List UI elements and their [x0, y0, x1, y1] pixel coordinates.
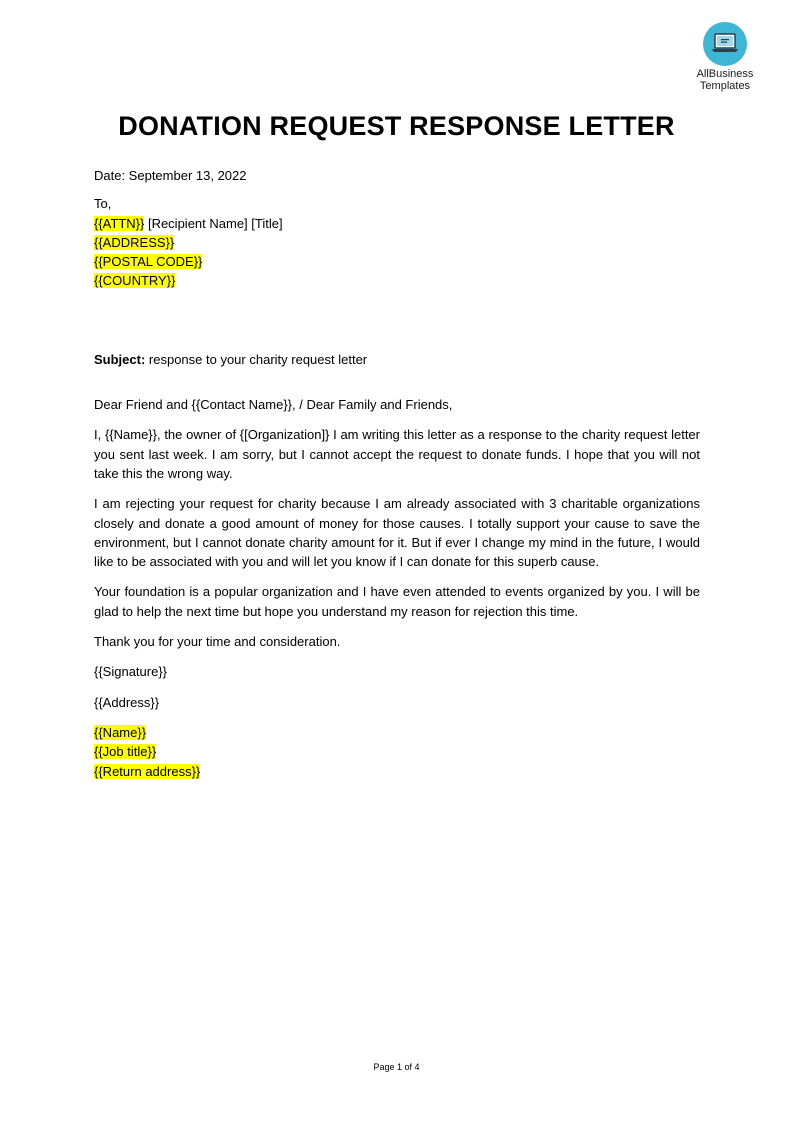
country-placeholder: {{COUNTRY}} [94, 273, 176, 289]
page-footer: Page 1 of 4 [373, 1062, 420, 1072]
thanks-line: Thank you for your time and consideration. [94, 634, 341, 650]
paragraph-3: Your foundation is a popular organization and I have even attended to events organized by you. I will be glad to help the next time but hope you understand my reason for rejection this time. [94, 584, 700, 619]
subject-label: Subject: [94, 351, 146, 367]
logo-line2: Templates [699, 80, 751, 92]
return-address-placeholder: {{Return address}} [94, 763, 201, 779]
laptop-icon [703, 22, 747, 66]
salutation: Dear Friend and {{Contact Name}}, / Dear Family and Friends, [94, 397, 453, 413]
subject-line [94, 350, 700, 369]
sender-name-placeholder: {{Name}} [94, 724, 147, 740]
attn-placeholder: {{ATTN}} [94, 215, 145, 231]
letter-date: Date: September 13, 2022 [94, 168, 247, 183]
sender-job-title-placeholder: {{Job title}} [94, 744, 157, 760]
paragraph-2: I am rejecting your request for charity because I am already associated with 3 charitable organizations closely and donate a good amount of money for those causes. I totally support your cause to save the environment, but I cannot donate charity amount for it. But if ever I change my mind in the future, I would like to be associated with you and will let you know if I can donate for this superb cause. [94, 496, 700, 570]
sender-address-placeholder: {{Address}} [94, 694, 160, 710]
logo-line1: AllBusiness [696, 68, 754, 80]
recipient-to: To, [94, 196, 112, 212]
paragraph-1: I, {{Name}}, the owner of {[Organization]} I am writing this letter as a response to the charity request letter you sent last week. I am sorry, but I cannot accept the request to donate funds. I hope that you will not take this the wrong way. [94, 427, 700, 481]
recipient-attn-line [94, 214, 700, 233]
recipient-name-title: [Recipient Name] [Title] [144, 215, 283, 231]
postal-code-placeholder: {{POSTAL CODE}} [94, 254, 203, 270]
letter-body [94, 166, 700, 781]
address-placeholder: {{ADDRESS}} [94, 234, 175, 250]
page-title: DONATION REQUEST RESPONSE LETTER [118, 111, 675, 141]
allbusiness-logo [690, 22, 760, 92]
subject-text: response to your charity request letter [145, 351, 368, 367]
signature-placeholder: {{Signature}} [94, 664, 168, 680]
